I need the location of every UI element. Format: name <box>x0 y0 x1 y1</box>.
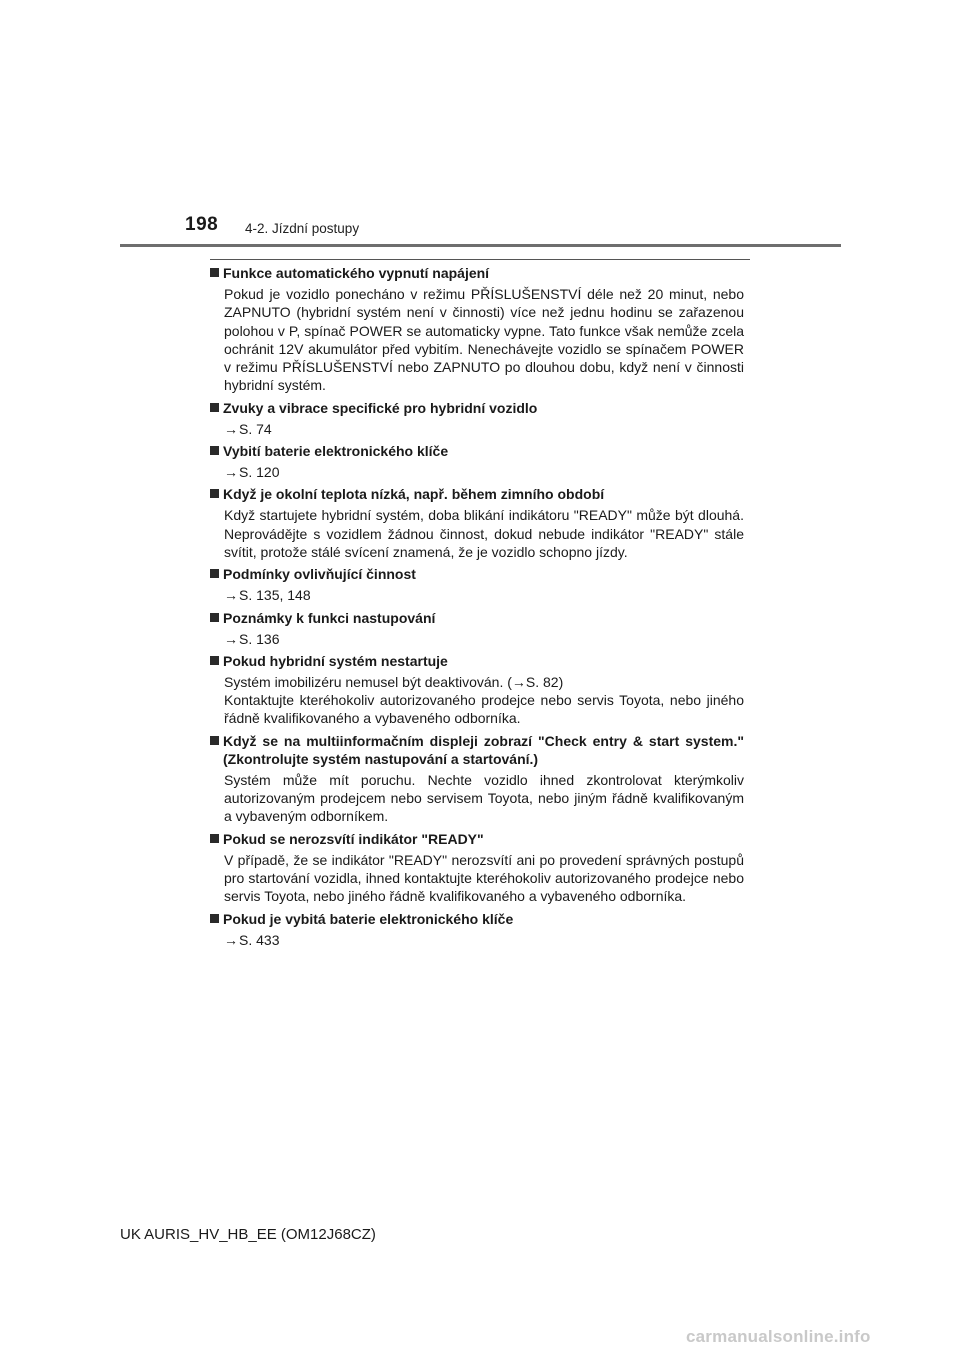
page-reference[interactable] <box>224 586 744 604</box>
square-bullet-icon <box>210 489 219 498</box>
paragraph: Systém může mít poruchu. Nechte vozidlo ihned zkontrolovat kterýmkoliv autorizovaným prodejcem nebo servisem Toyota, nebo jiným řádně kvalifikovaným a vybaveným odborníkem. <box>224 771 744 825</box>
section-check-entry-message <box>210 732 744 826</box>
square-bullet-icon <box>210 656 219 665</box>
page-number: 198 <box>185 214 219 235</box>
square-bullet-icon <box>210 834 219 843</box>
content-column <box>210 264 744 953</box>
content-rule <box>210 259 750 260</box>
item-body <box>224 851 744 906</box>
section-auto-power-off <box>210 264 744 395</box>
section-title: 4-2. Jízdní postupy <box>245 221 360 236</box>
square-bullet-icon <box>210 736 219 745</box>
page-reference[interactable] <box>224 463 744 481</box>
section-hybrid-sounds <box>210 399 744 438</box>
square-bullet-icon <box>210 613 219 622</box>
footer-model-code: UK AURIS_HV_HB_EE (OM12J68CZ) <box>120 1226 376 1243</box>
section-key-battery-depleted <box>210 910 744 949</box>
reference-text: S. 136 <box>239 630 280 647</box>
arrow-right-icon: → <box>224 464 238 481</box>
header-rule <box>120 244 841 247</box>
reference-text: S. 74 <box>239 420 272 437</box>
item-heading: Pokud se nerozsvítí indikátor "READY" <box>223 830 484 847</box>
item-body <box>224 771 744 826</box>
section-operating-conditions <box>210 565 744 604</box>
arrow-right-icon: → <box>224 931 238 948</box>
item-body <box>224 506 744 561</box>
item-heading: Když je okolní teplota nízká, např. během zimního období <box>223 486 605 503</box>
arrow-right-icon: → <box>224 630 238 647</box>
paragraph: Pokud je vozidlo ponecháno v režimu PŘÍSLUŠENSTVÍ déle než 20 minut, nebo ZAPNUTO (hybridní systém není v činnosti) více než jednu hodinu se zařazenou polohou v P, spínač POWER se automaticky vypne. Tato funkce však nemůže zcela ochránit 12V akumulátor před vybitím. Nenechávejte vozidlo se spínačem POWER v režimu PŘÍSLUŠENSTVÍ nebo ZAPNUTO po dlouhou dobu, když není v činnosti hybridní systém. <box>224 286 744 394</box>
item-heading: Podmínky ovlivňující činnost <box>223 566 416 583</box>
item-heading: Vybití baterie elektronického klíče <box>223 443 449 460</box>
section-low-temperature <box>210 485 744 561</box>
paragraph: Systém imobilizéru nemusel být deaktivován. (→S. 82) <box>224 673 564 690</box>
item-heading: Když se na multiinformačním displeji zobrazí "Check entry & start system." (Zkontrolujte systém nastupování a startování.) <box>223 732 744 767</box>
item-heading: Pokud hybridní systém nestartuje <box>223 652 448 669</box>
section-key-battery <box>210 442 744 481</box>
square-bullet-icon <box>210 403 219 412</box>
section-no-start <box>210 652 744 728</box>
arrow-right-icon: → <box>224 420 238 437</box>
item-heading: Pokud je vybitá baterie elektronického klíče <box>223 910 514 927</box>
paragraph: V případě, že se indikátor "READY" nerozsvítí ani po provedení správných postupů pro startování vozidla, ihned kontaktujte kteréhokoliv autorizovaného prodejce nebo servis Toyota, nebo jiného řádně kvalifikovaného a vybaveného odborníka. <box>224 851 744 905</box>
square-bullet-icon <box>210 446 219 455</box>
page-reference[interactable] <box>224 630 744 648</box>
paragraph: Když startujete hybridní systém, doba blikání indikátoru "READY" může být dlouhá. Neprovádějte s vozidlem žádnou činnost, dokud nebude indikátor "READY" stále svítit, protože stálé svícení znamená, že je vozidlo schopno jízdy. <box>224 507 744 560</box>
reference-text: S. 120 <box>239 464 280 481</box>
item-heading: Zvuky a vibrace specifické pro hybridní vozidlo <box>223 399 538 416</box>
item-heading: Poznámky k funkci nastupování <box>223 609 436 626</box>
watermark: carmanualsonline.info <box>686 1327 871 1346</box>
item-body <box>224 673 744 728</box>
square-bullet-icon <box>210 268 219 277</box>
square-bullet-icon <box>210 914 219 923</box>
reference-text: S. 433 <box>239 931 280 948</box>
arrow-right-icon: → <box>224 587 238 604</box>
section-entry-notes <box>210 609 744 648</box>
page-reference[interactable] <box>224 420 744 438</box>
section-ready-not-lit <box>210 830 744 906</box>
page-reference[interactable] <box>224 931 744 949</box>
item-body <box>224 285 744 395</box>
paragraph: Kontaktujte kteréhokoliv autorizovaného prodejce nebo servis Toyota, nebo jiného řádně kvalifikovaného a vybaveného odborníka. <box>224 692 744 727</box>
item-heading: Funkce automatického vypnutí napájení <box>223 265 490 281</box>
reference-text: S. 135, 148 <box>239 587 311 604</box>
square-bullet-icon <box>210 569 219 578</box>
